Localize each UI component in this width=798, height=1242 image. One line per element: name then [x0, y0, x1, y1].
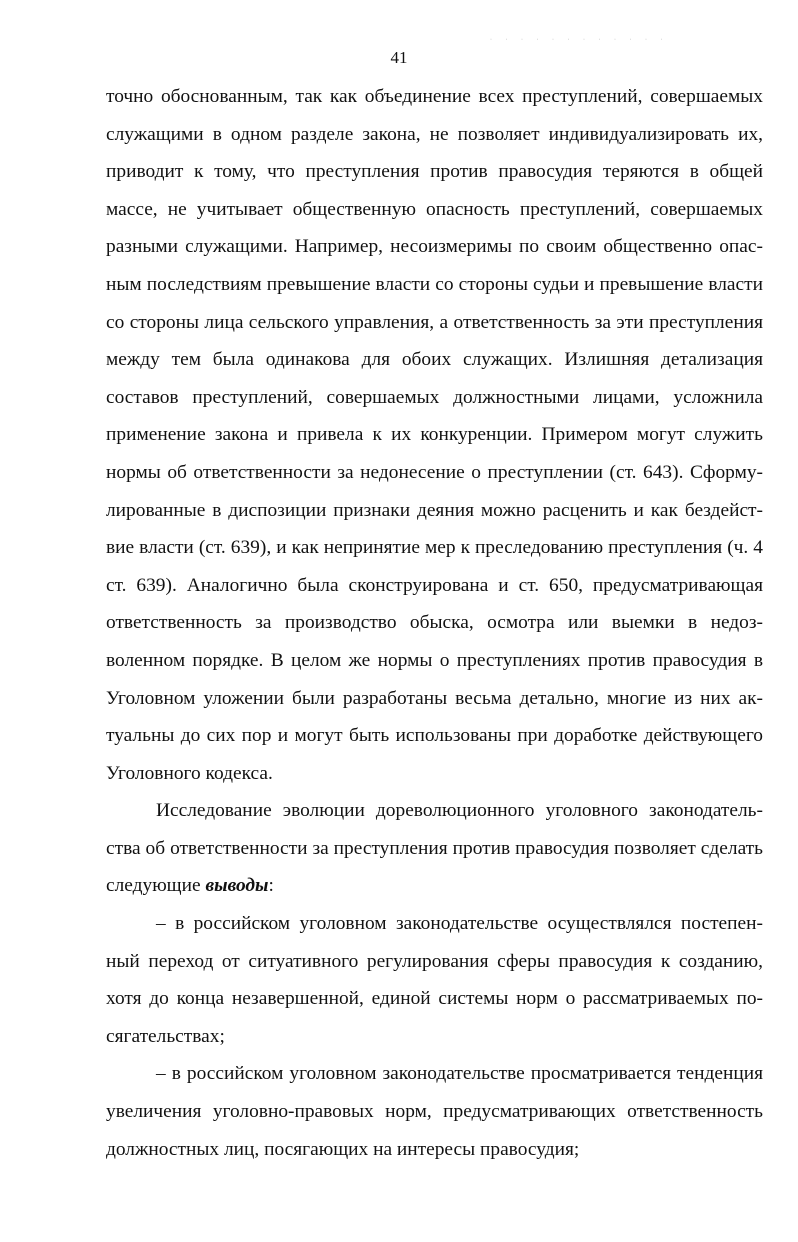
page-number: 41: [390, 48, 408, 67]
paragraph-text: :: [268, 875, 274, 897]
list-item-conclusion: – в российском уголовном законодательстве просматривается тенденция увеличения уголовно-правовых норм, предусматривающих ответственность должностных лиц, посягающих на интересы правосудия;: [106, 1063, 763, 1160]
paragraph: точно обоснованным, так как объединение всех преступлений, совершаемых служащими в одном разделе закона, не позволяет индивидуализировать их, приводит к тому, что преступления против правосудия теряются в общей массе, не учитывает общественную опасность преступлений, совершаемых разными служащими. Например, несоизмеримы по своим общественно опасным последствиям превышение власти со стороны судьи и превышение власти со стороны лица сельского управления, а ответственность за эти преступления между тем была одинакова для обоих служащих. Излишняя детализация составов преступлений, совершаемых должностными лицами, усложнила применение закона и привела к их конкуренции. Примером могут служить нормы об ответственности за недонесение о преступлении (ст. 643). Сформулированные в диспозиции признаки деяния можно расценить и как бездействие власти (ст. 639), и как непринятие мер к преследованию преступления (ч. 4 ст. 639). Аналогично была сконструирована и ст. 650, предусматривающая ответственность за производство обыска, осмотра или выемки в недозволенном порядке. В целом же нормы о преступлениях против правосудия в Уголовном уложении были разработаны весьма детально, многие из них актуальны до сих пор и могут быть использованы при доработке действующего Уголовного кодекса.: [106, 86, 763, 784]
scan-artifact: · · · · · · · · · · · ·: [490, 37, 669, 43]
body-text: [106, 78, 763, 1168]
paragraph-text: Исследование эволюции дореволюционного уголовного законодательства об ответственности за преступления против правосудия позволяет сделать следующие: [106, 800, 763, 897]
paragraph-conclusions-intro: [106, 792, 763, 905]
list-item-conclusion: – в российском уголовном законодательстве осуществлялся постепенный переход от ситуативного регулирования сферы правосудия к созданию, хотя до конца незавершенной, единой системы норм о рассматриваемых посягательствах;: [106, 913, 763, 1047]
emphasis-conclusions: выводы: [205, 875, 269, 897]
